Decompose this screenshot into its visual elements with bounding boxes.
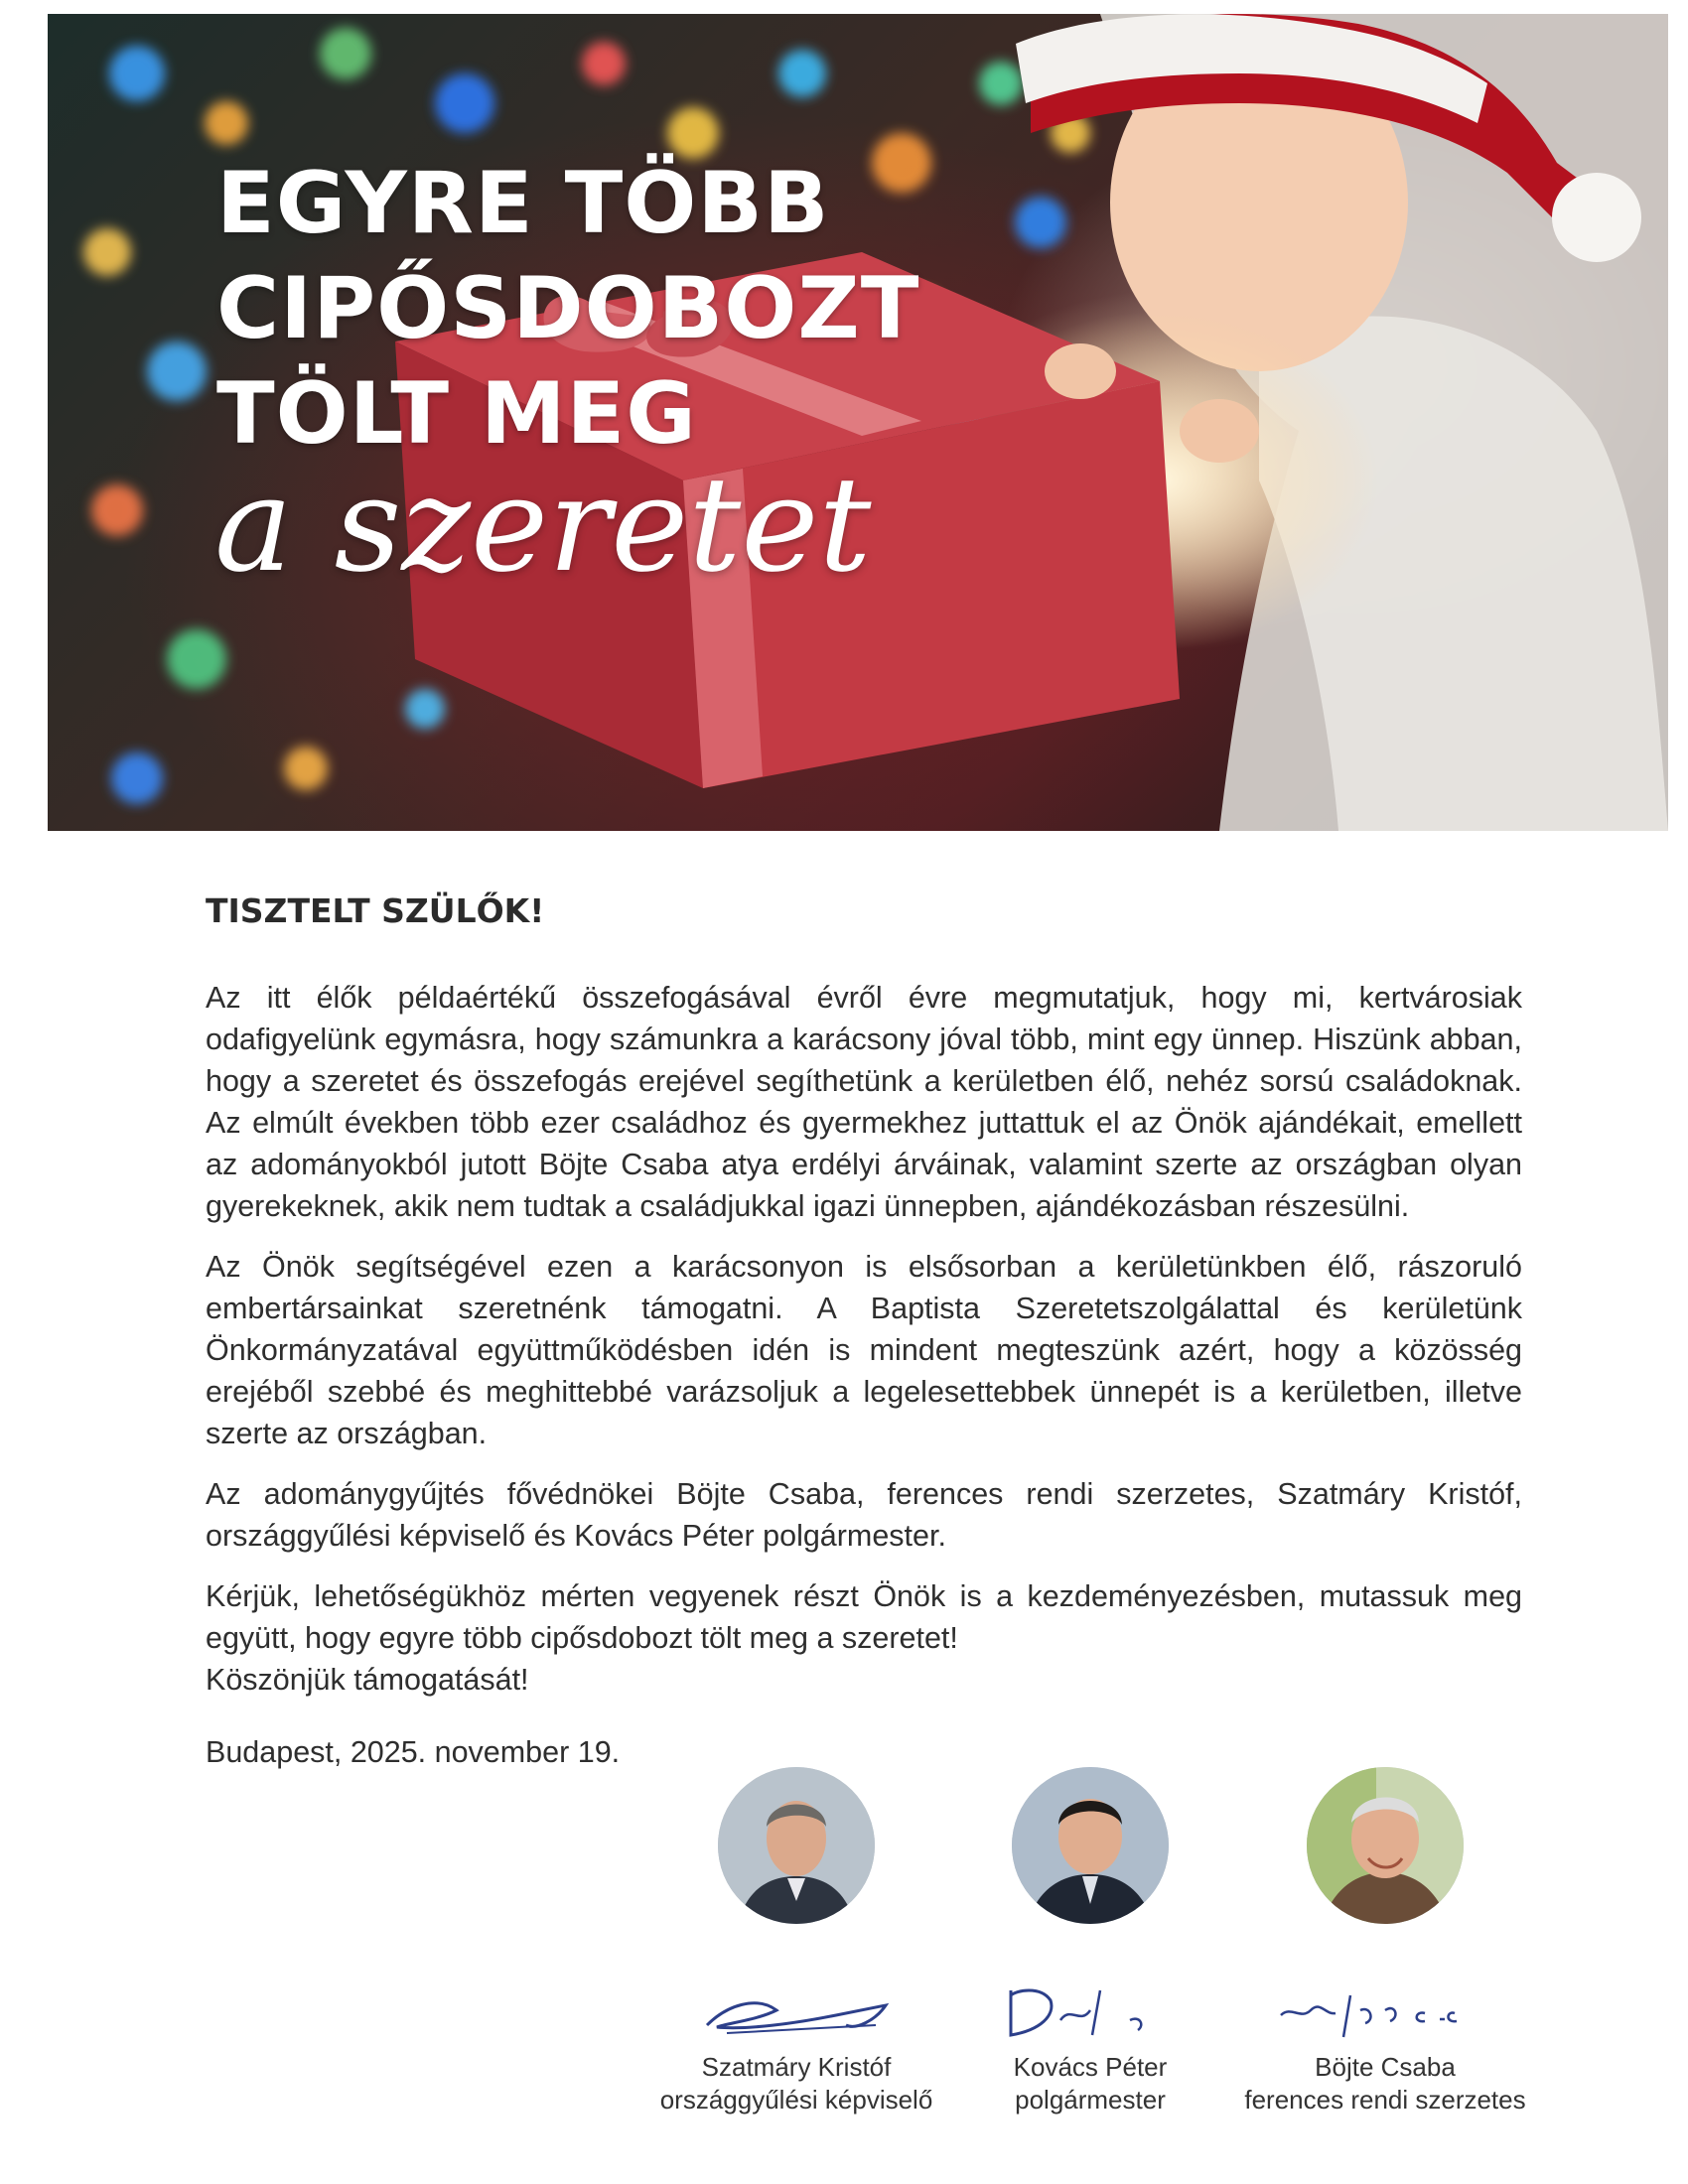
signer-szatmary [628,1767,965,2116]
paragraph: Az itt élők példaértékű összefogásával évről évre megmutatjuk, hogy mi, kertvárosiak odafigyelünk egymásra, hogy számunkra a karácsony jóval több, mint egy ünnep. Hiszünk abban, hogy a szeretet és összefogás erejével segíthetünk a kerületben élő, nehéz sorsú családoknak. Az elmúlt években több ezer családhoz és gyermekhez juttattuk el az Önök ajándékait, emellett az adományokból jutott Böjte Csaba atya erdélyi árváinak, valamint szerte az országban olyan gyerekeknek, akik nem tudtak a családjukkal igazi ünnepben, ajándékozásban részesülni. [206,981,1522,1223]
portrait-photo [718,1767,875,1924]
signature-kovacs [981,1976,1199,2045]
hero-headline [216,151,919,467]
signature-szatmary [687,1976,906,2045]
paragraph: Az adománygyűjtés fővédnökei Böjte Csaba, ferences rendi szerzetes, Szatmáry Kristóf, országgyűlési képviselő és Kovács Péter polgármester. [206,1477,1522,1553]
thank-you-line: Köszönjük támogatását! [206,1663,529,1697]
paragraph: Kérjük, lehetőségükhöz mérten vegyenek részt Önök is a kezdeményezésben, mutassuk meg együtt, hogy egyre több cipősdobozt tölt meg a szeretet! [206,1579,1522,1655]
portrait-photo [1307,1767,1464,1924]
signer-role: országgyűlési képviselő [659,2085,933,2115]
paragraph: Az Önök segítségével ezen a karácsonyon is elsősorban a kerületünkben élő, rászoruló embertársainkat szeretnénk támogatni. A Baptista Szeretetszolgálattal és kerületünk Önkormányzatával együttműködésben idén is mindent megteszünk azért, hogy a közösség erejéből szebbé és meghittebbé varázsoljuk a legelesettebbek ünnepét is a kerületben, illetve szerte az országban. [206,1250,1522,1450]
hero-headline-line: TÖLT MEG [216,364,697,464]
signature-bojte [1266,1976,1504,2045]
hero-image [48,14,1668,831]
hero-script-line: a szeretet [214,449,872,602]
signer-role: polgármester [1015,2085,1166,2115]
signer-name: Kovács Péter [1013,2052,1168,2082]
greeting-heading: TISZTELT SZÜLŐK! [206,891,545,930]
signer-role: ferences rendi szerzetes [1244,2085,1526,2115]
signer-name: Böjte Csaba [1315,2052,1456,2082]
hero-headline-line: EGYRE TÖBB [216,154,830,253]
portrait-photo [1012,1767,1169,1924]
signer-kovacs [921,1767,1259,2116]
date-line: Budapest, 2025. november 19. [206,1735,621,1769]
letter-body [206,977,1522,1719]
signer-bojte [1216,1767,1554,2116]
signer-name: Szatmáry Kristóf [701,2052,892,2082]
hero-headline-line: CIPŐSDOBOZT [216,259,920,358]
